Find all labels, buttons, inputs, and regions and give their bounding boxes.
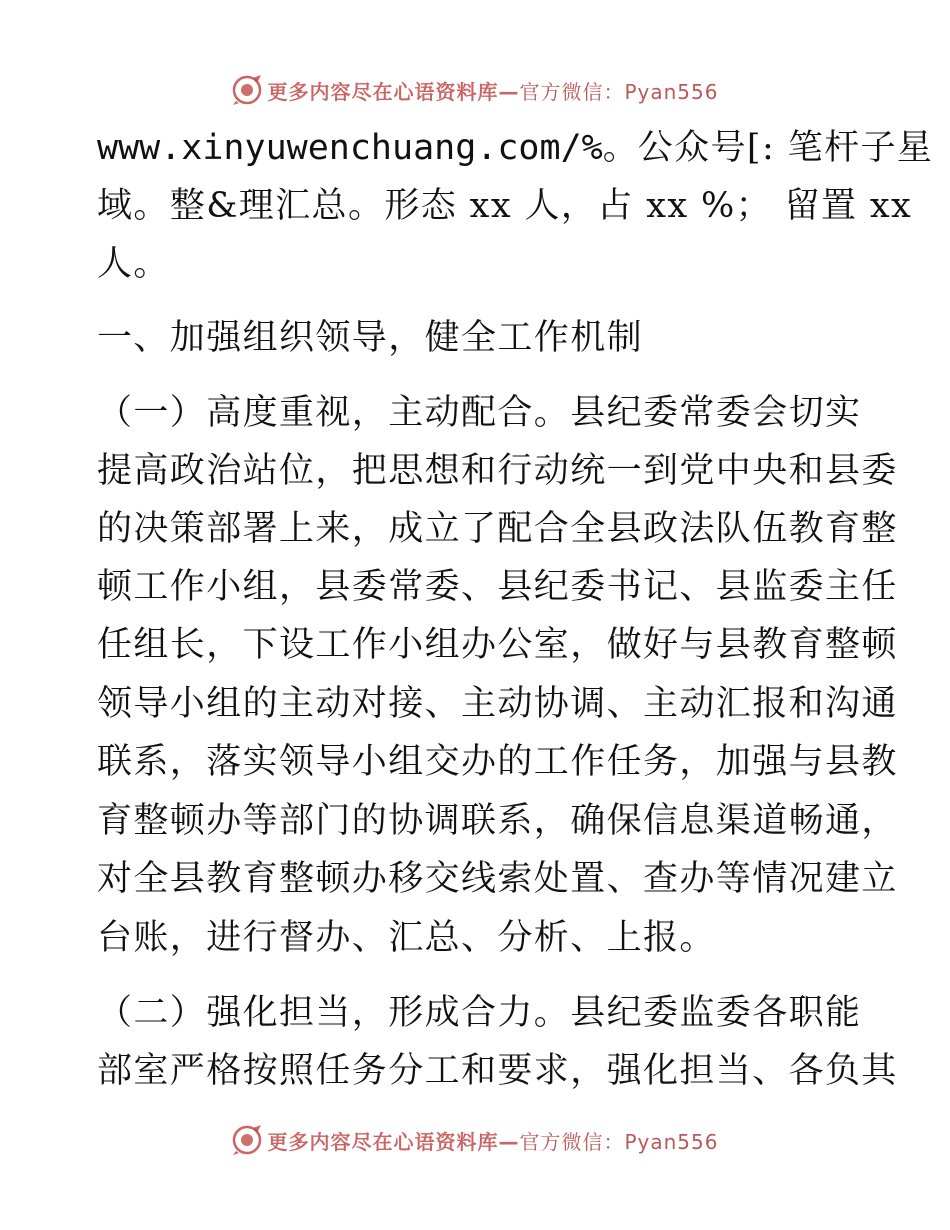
banner-text: 更多内容尽在心语资料库—官方微信：Pyan556 [267, 1129, 719, 1154]
text-line-1 [97, 128, 933, 168]
quill-logo-icon [231, 74, 263, 106]
text-line-1-rest: 公众号[: 笔杆子星 [637, 128, 934, 168]
paragraph-line: 育整顿办等部门的协调联系，确保信息渠道畅通， [97, 801, 898, 841]
text-line-3: 人。 [97, 244, 170, 284]
website-url: www.xinyuwenchuang.com/%。 [97, 128, 638, 168]
paragraph-line: （一）高度重视，主动配合。县纪委常委会切实 [97, 393, 862, 433]
paragraph-line: 提高政治站位，把思想和行动统一到党中央和县委 [97, 451, 898, 491]
paragraph-line: 对全县教育整顿办移交线索处置、查办等情况建立 [97, 859, 898, 899]
section-heading: 一、加强组织领导，健全工作机制 [97, 318, 644, 358]
banner-wechat: 官方微信：Pyan556 [519, 79, 719, 104]
paragraph-line: 顿工作小组，县委常委、县纪委书记、县监委主任 [97, 567, 898, 607]
paragraph-line: 领导小组的主动对接、主动协调、主动汇报和沟通 [97, 684, 898, 724]
banner-wechat: 官方微信：Pyan556 [519, 1129, 719, 1154]
header-banner [0, 70, 950, 110]
paragraph-line: 的决策部署上来，成立了配合全县政法队伍教育整 [97, 509, 898, 549]
quill-logo-icon [231, 1124, 263, 1156]
paragraph-line: 部室严格按照任务分工和要求，强化担当、各负其 [97, 1051, 898, 1091]
paragraph-line: 台账，进行督办、汇总、分析、上报。 [97, 918, 716, 958]
text-line-2: 域。整&理汇总。形态 xx 人，占 xx %； 留置 xx [97, 186, 913, 226]
banner-text: 更多内容尽在心语资料库—官方微信：Pyan556 [267, 79, 719, 104]
paragraph-line: （二）强化担当，形成合力。县纪委监委各职能 [97, 993, 862, 1033]
paragraph-line: 任组长，下设工作小组办公室，做好与县教育整顿 [97, 625, 898, 665]
paragraph-line: 联系，落实领导小组交办的工作任务，加强与县教 [97, 742, 898, 782]
footer-banner [0, 1120, 950, 1160]
